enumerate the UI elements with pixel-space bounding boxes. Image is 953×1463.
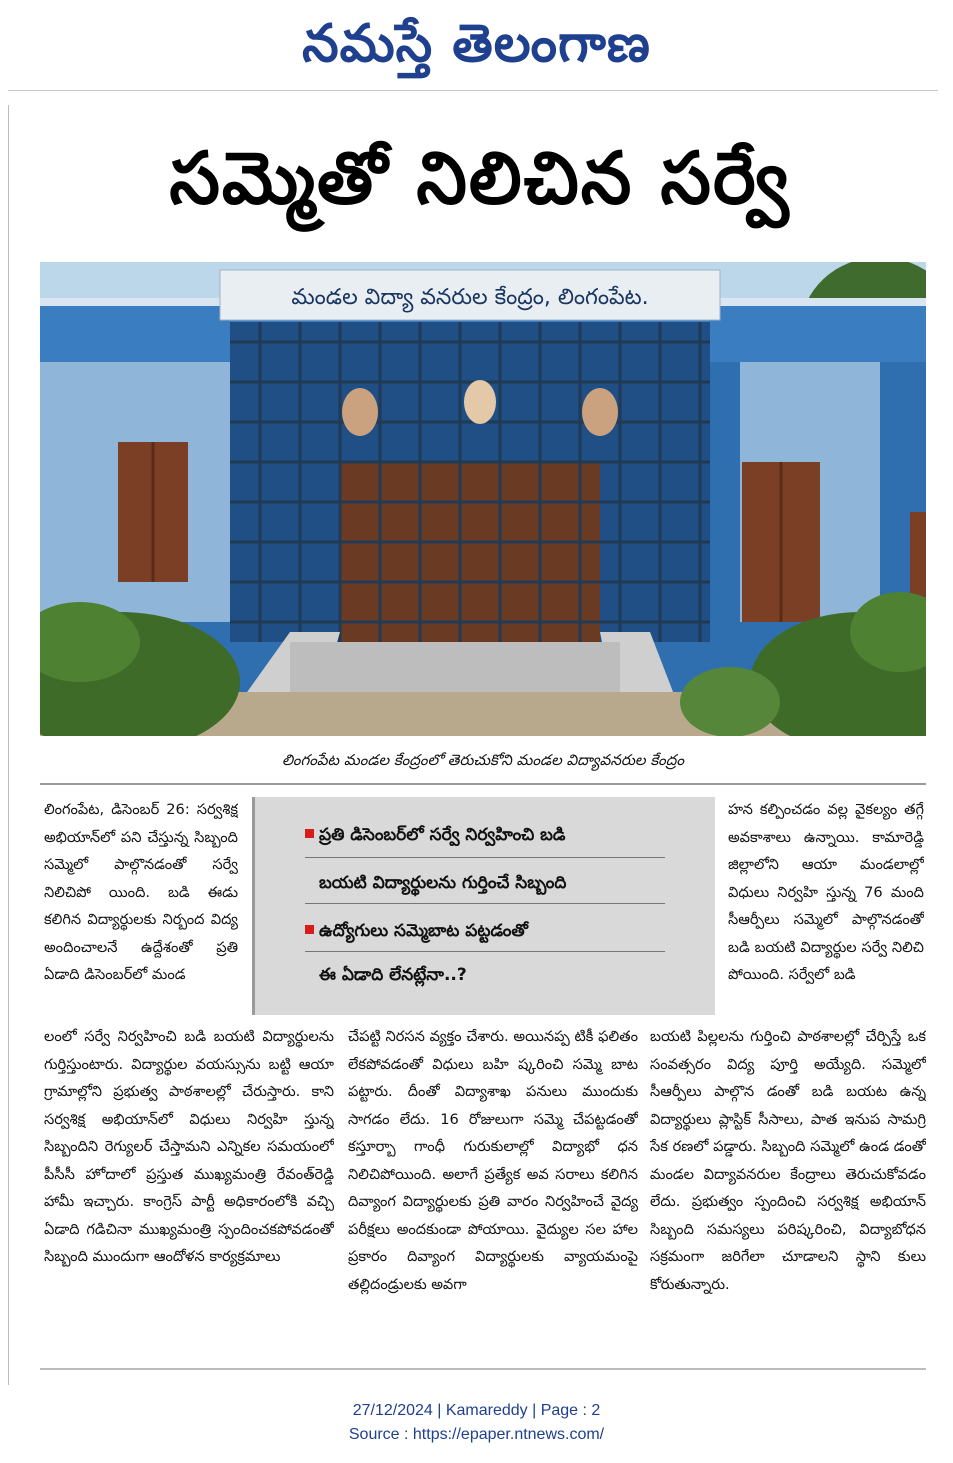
- article-column-3-top: హన కల్పించడం వల్ల వైకల్యం తగ్గే అవకాశాలు ఉన్నాయి. కామారెడ్డి జిల్లాలోని ఆయా మండలాల్లో విధులు నిర్వహి స్తున్న 76 మంది సీఆర్పీలు సమ్మెలో పాల్గొనడంతో బడి బయటి విద్యార్థుల సర్వే నిలిచి పోయింది. సర్వేలో బడి: [728, 801, 924, 983]
- highlight-divider: [305, 903, 665, 904]
- masthead-logo: నమస్తే తెలంగాణ: [302, 14, 651, 74]
- footer-date-line: 27/12/2024 | Kamareddy | Page : 2: [352, 1402, 601, 1419]
- highlight-box: ప్రతి డిసెంబర్‌లో సర్వే నిర్వహించి బడి బయటి విద్యార్థులను గుర్తించే సిబ్బంది ఉద్యోగులు సమ్మెబాట పట్టడంతో ఈ ఏడాది లేనట్లేనా..?: [252, 797, 715, 1015]
- photo-caption: లింగంపేట మండల కేంద్రంలో తెరుచుకోని మండల విద్యావనరుల కేంద్రం: [282, 751, 684, 769]
- red-bullet-icon: [305, 829, 314, 838]
- footer-source-link[interactable]: Source : https://epaper.ntnews.com/: [348, 1426, 605, 1443]
- page-left-rule: [8, 105, 9, 1385]
- building-photo: [40, 262, 926, 736]
- article-column-2: చేపట్టి నిరసన వ్యక్తం చేశారు. అయినప్ప టికీ ఫలితం లేకపోవడంతో విధులు బహి ష్కరించి సమ్మె బాట పట్టారు. దీంతో విద్యాశాఖ పనులు ముందుకు సాగడం లేదు. 16 రోజులుగా సమ్మె చేపట్టడంతో కస్తూర్బా గాంధీ గురుకులాల్లో విద్యాభో ధన నిలిచిపోయింది. అలాగే ప్రత్యేక అవ సరాలు కలిగిన దివ్యాంగ విద్యార్థులకు ప్రతి వారం నిర్వహించే వైద్య పరీక్షలు అందకుండా పోయాయి. వైద్యుల సల హాల ప్రకారం దివ్యాంగ విద్యార్థులకు వ్యాయమంపై తల్లిదండ్రులకు అవగా: [348, 1028, 638, 1293]
- news-photo: [40, 262, 926, 736]
- headline: సమ్మెతో నిలిచిన సర్వే: [169, 136, 791, 220]
- article-column-1-bottom: లంలో సర్వే నిర్వహించి బడి బయటి విద్యార్థులను గుర్తిస్తుంటారు. విద్యార్థుల వయస్సును బట్టి ఆయా గ్రామాల్లోని ప్రభుత్వ పాఠశాలల్లో చేరుస్తారు. కాని సర్వశిక్ష అభియాన్‌లో విధులు నిర్వహి స్తున్న సిబ్బందిని రెగ్యులర్ చేస్తామని ఎన్నికల సమయంలో పీసీసీ హోదాలో ప్రస్తుత ముఖ్యమంత్రి రేవంత్‌రెడ్డి హామీ ఇచ్చారు. కాంగ్రెస్ పార్టీ అధికారంలోకి వచ్చి ఏడాది గడిచినా ముఖ్యమంత్రి స్పందించకపోవడంతో సిబ్బంది ముందుగా ఆందోళన కార్యక్రమాలు: [44, 1028, 334, 1265]
- article-column-1-top: లింగంపేట, డిసెంబర్ 26: సర్వశిక్ష అభియాన్‌లో పని చేస్తున్న సిబ్బంది సమ్మెలో పాల్గొనడంతో సర్వే నిలిచిపో యింది. బడి ఈడు కలిగిన విద్యార్థులకు నిర్బంద విద్య అందించాలనే ఉద్దేశంతో ప్రతి ఏడాది డిసెంబర్‌లో మండ: [44, 801, 238, 983]
- masthead-divider: [8, 90, 938, 91]
- article-column-3-bottom: బయటి పిల్లలను గుర్తించి పాఠశాలల్లో చేర్పిస్తే ఒక సంవత్సరం విద్య పూర్తి అయ్యేది. సమ్మెలో సీఆర్పీలు పాల్గొన డంతో బడి బయట ఉన్న విద్యార్థులు ప్లాస్టిక్ సీసాలు, పాత ఇనుప సామగ్రి సేక రణలో పడ్డారు. సిబ్బంది సమ్మెలో ఉండ డంతో మండల విద్యావనరుల కేంద్రాలు తెరుచుకోవడం లేదు. ప్రభుత్వం స్పందించి సర్వశిక్ష అభియాన్ సిబ్బంది సమస్యలు పరిష్కరించి, విద్యాబోధన సక్రమంగా జరిగేలా చూడాలని స్థాని కులు కోరుతున్నారు.: [650, 1028, 926, 1293]
- signboard-text: మండల విద్యా వనరుల కేంద్రం, లింగంపేట.: [291, 285, 649, 310]
- caption-divider: [40, 783, 926, 785]
- highlight-divider: [305, 951, 665, 952]
- highlight-divider: [305, 857, 665, 858]
- footer-divider: [40, 1368, 926, 1370]
- red-bullet-icon: [305, 925, 314, 934]
